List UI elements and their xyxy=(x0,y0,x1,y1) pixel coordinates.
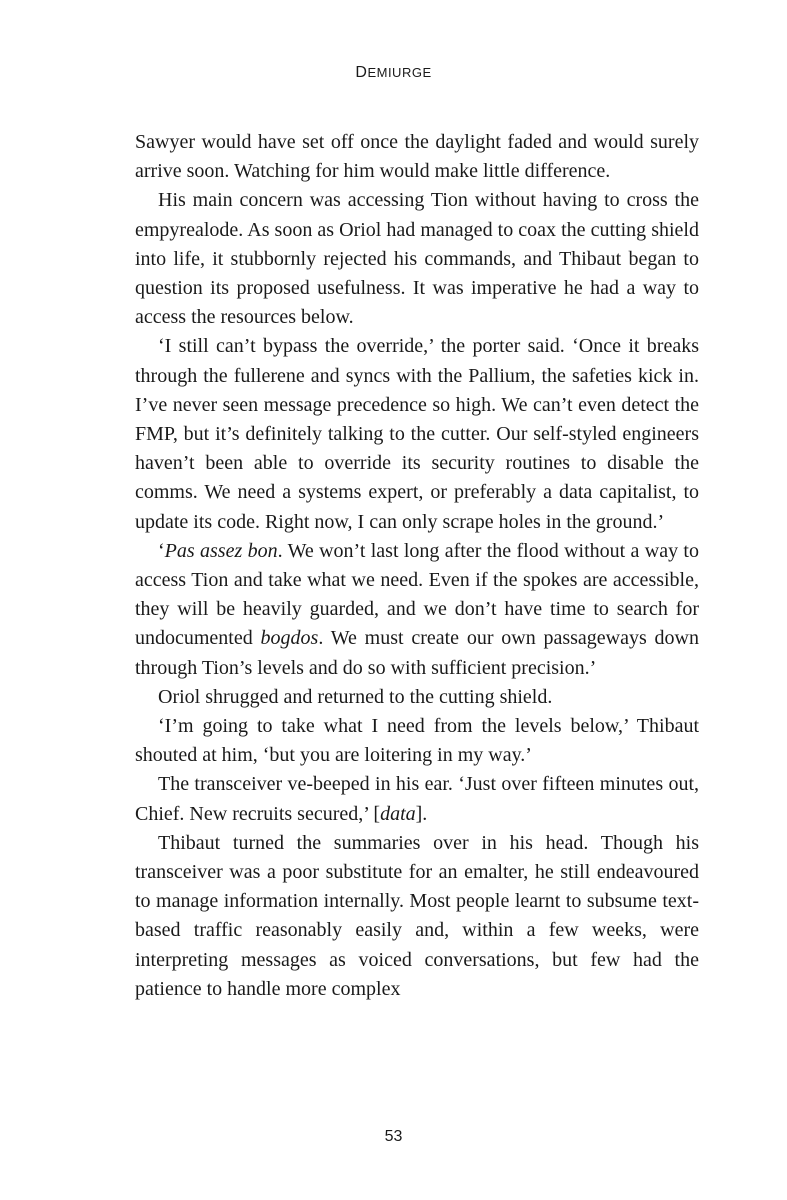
paragraph-6: ‘I’m going to take what I need from the levels below,’ Thibaut shouted at him, ‘but you are loitering in my way.’ xyxy=(135,715,699,767)
paragraph-4-italic: Pas assez bon xyxy=(164,539,278,562)
page-number: 53 xyxy=(384,1128,403,1145)
paragraph-5: Oriol shrugged and returned to the cutting shield. xyxy=(158,685,553,708)
paragraph-3: ‘I still can’t bypass the override,’ the porter said. ‘Once it breaks through the fullerene and syncs with the Pallium, the safeties kick in. I’ve never seen message precedence so high. We can’t even detect the FMP, but it’s definitely talking to the cutter. Our self-styled engineers haven’t been able to override its security routines to disable the comms. We need a systems expert, or preferably a data capitalist, to update its code. Right now, I can only scrape holes in the ground.’ xyxy=(135,335,699,533)
paragraph-4-open-quote: ‘ xyxy=(158,539,165,562)
paragraph-4-middle: . We won’t last long after the flood without a way to access Tion and take what we need. Even if the spokes are accessible, they will be heavily guarded, and we don’t have time to search for undocumented xyxy=(135,539,699,650)
running-head xyxy=(0,64,787,82)
paragraph-1: Sawyer would have set off once the daylight faded and would surely arrive soon. Watching for him would make little difference. xyxy=(135,131,699,183)
paragraph-7-start: The transceiver ve-beeped in his ear. ‘Just over fifteen minutes out, Chief. New recruits secured,’ [ xyxy=(135,773,699,825)
paragraph-4-end: . We must create our own passageways down through Tion’s levels and do so with sufficient precision.’ xyxy=(135,627,700,679)
paragraph-4-italic-2: bogdos xyxy=(260,627,319,650)
paragraph-7-end: ]. xyxy=(415,802,428,825)
paragraph-7 xyxy=(135,770,699,828)
body-text xyxy=(135,128,699,1004)
paragraph-4 xyxy=(135,537,699,683)
paragraph-8: Thibaut turned the summaries over in his head. Though his transceiver was a poor substitute for an emalter, he still endeavoured to manage information internally. Most people learnt to subsume text-based traffic reasonably easily and, within a few weeks, were interpreting messages as voiced conversations, but few had the patience to handle more complex xyxy=(135,831,699,1000)
paragraph-7-italic: data xyxy=(380,802,416,825)
running-head-rest: EMIURGE xyxy=(367,65,432,80)
paragraph-2: His main concern was accessing Tion without having to cross the empyrealode. As soon as Oriol had managed to coax the cutting shield into life, it stubbornly rejected his commands, and Thibaut began to question its proposed usefulness. It was imperative he had a way to access the resources below. xyxy=(135,189,699,329)
running-head-initial: D xyxy=(355,64,368,81)
